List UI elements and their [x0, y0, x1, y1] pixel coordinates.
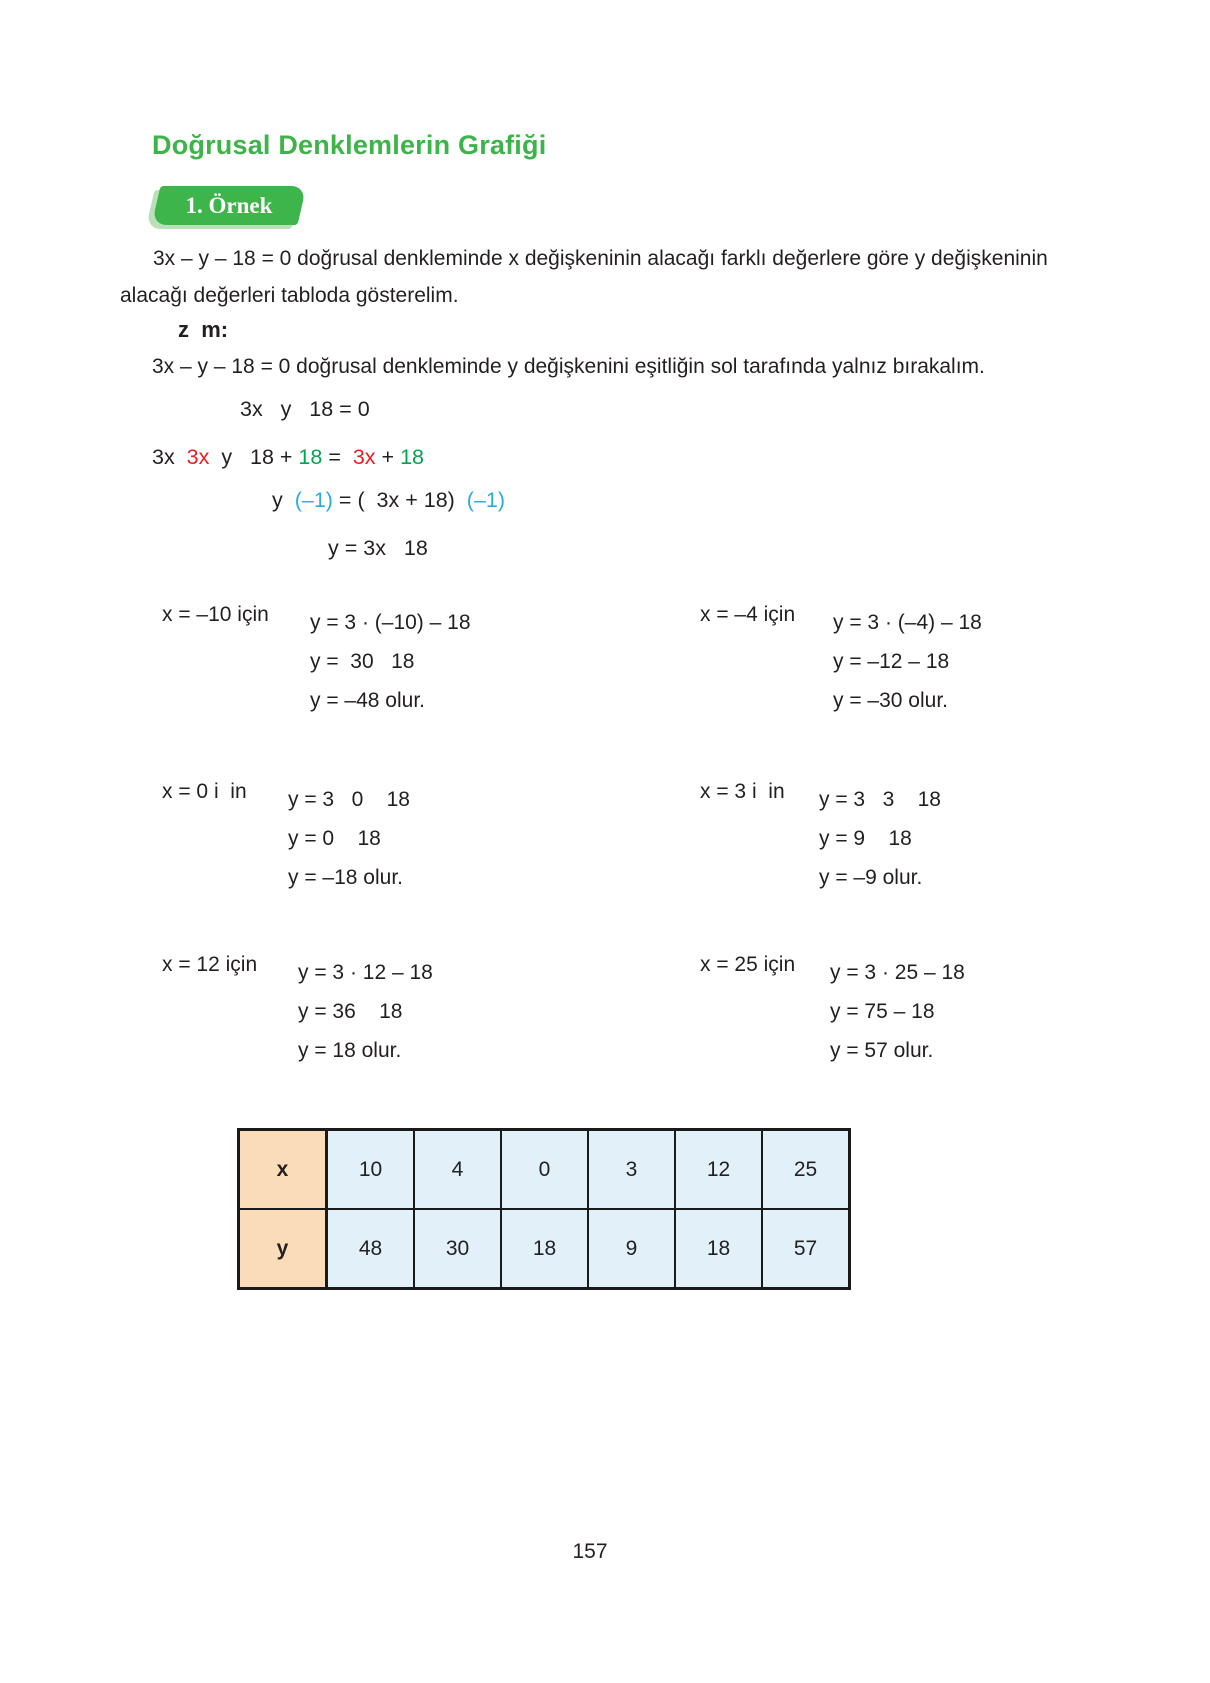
example-badge-shape: [151, 186, 306, 225]
case-block-x-25: [700, 953, 965, 1062]
case-line: y = 3 · (–10) – 18: [310, 611, 471, 634]
table-row-x: [239, 1130, 850, 1210]
table-cell: 12: [675, 1130, 762, 1210]
table-cell: 57: [762, 1209, 850, 1289]
solution-label: z m:: [178, 317, 229, 342]
row-header-x: x: [239, 1130, 327, 1210]
example-badge: [150, 186, 306, 226]
case-block-x-3: [700, 780, 941, 889]
case-line: y = –12 – 18: [833, 650, 950, 673]
page-number: 157: [572, 1540, 608, 1563]
case-line: y = –9 olur.: [819, 866, 923, 889]
section-title: Doğrusal Denklemlerin Grafiği: [152, 130, 547, 160]
table-cell: 3: [588, 1130, 675, 1210]
derivation-step-4: y = 3x 18: [328, 536, 428, 560]
case-label: x = 25 için: [700, 953, 796, 976]
table-row-y: [239, 1209, 850, 1289]
case-line: y = –30 olur.: [833, 689, 948, 712]
table-cell: 30: [414, 1209, 501, 1289]
case-lines: [310, 603, 471, 720]
case-lines: [819, 780, 941, 897]
example-badge-label: 1. Örnek: [185, 192, 273, 218]
table-cell: 4: [414, 1130, 501, 1210]
case-line: y = 3 · 12 – 18: [298, 961, 433, 984]
case-lines: [830, 953, 965, 1070]
case-lines: [298, 953, 433, 1070]
table-cell: 18: [675, 1209, 762, 1289]
case-line: y = 30 18: [310, 650, 415, 673]
case-block-x-minus-10: [162, 603, 471, 712]
solution-intro: 3x – y – 18 = 0 doğrusal denkleminde y değişkenini eşitliğin sol tarafında yalnız bırakalım.: [152, 355, 985, 378]
table-cell: 25: [762, 1130, 850, 1210]
case-line: y = –18 olur.: [288, 866, 403, 889]
derivation-step-2: 3x 3x y 18 + 18 = 3x + 18: [152, 445, 424, 469]
case-line: y = 0 18: [288, 827, 381, 850]
table-cell: 18: [501, 1209, 588, 1289]
case-label: x = 3 i in: [700, 780, 785, 803]
case-lines: [833, 603, 982, 720]
derivation-step-3: y (–1) = ( 3x + 18) (–1): [272, 488, 506, 512]
derivation-step-1: 3x y 18 = 0: [240, 397, 370, 421]
case-block-x-minus-4: [700, 603, 982, 712]
table-cell: 9: [588, 1209, 675, 1289]
case-line: y = 57 olur.: [830, 1039, 934, 1062]
case-line: y = –48 olur.: [310, 689, 425, 712]
row-header-y: y: [239, 1209, 327, 1289]
case-block-x-12: [162, 953, 433, 1062]
case-line: y = 3 · (–4) – 18: [833, 611, 982, 634]
case-block-x-0: [162, 780, 410, 889]
case-line: y = 3 3 18: [819, 788, 941, 811]
problem-statement: 3x – y – 18 = 0 doğrusal denkleminde x değişkeninin alacağı farklı değerlere göre y değişkeninin alacağı değerleri tabloda gösterelim.: [120, 247, 1048, 307]
case-line: y = 9 18: [819, 827, 912, 850]
case-line: y = 75 – 18: [830, 1000, 935, 1023]
case-label: x = 12 için: [162, 953, 258, 976]
case-label: x = –4 için: [700, 603, 796, 626]
table-cell: 10: [327, 1130, 415, 1210]
case-line: y = 36 18: [298, 1000, 403, 1023]
case-lines: [288, 780, 410, 897]
xy-values-table: [237, 1128, 851, 1290]
table-cell: 0: [501, 1130, 588, 1210]
case-line: y = 3 0 18: [288, 788, 410, 811]
case-label: x = –10 için: [162, 603, 269, 626]
table-cell: 48: [327, 1209, 415, 1289]
case-label: x = 0 i in: [162, 780, 247, 803]
case-line: y = 3 · 25 – 18: [830, 961, 965, 984]
case-line: y = 18 olur.: [298, 1039, 402, 1062]
